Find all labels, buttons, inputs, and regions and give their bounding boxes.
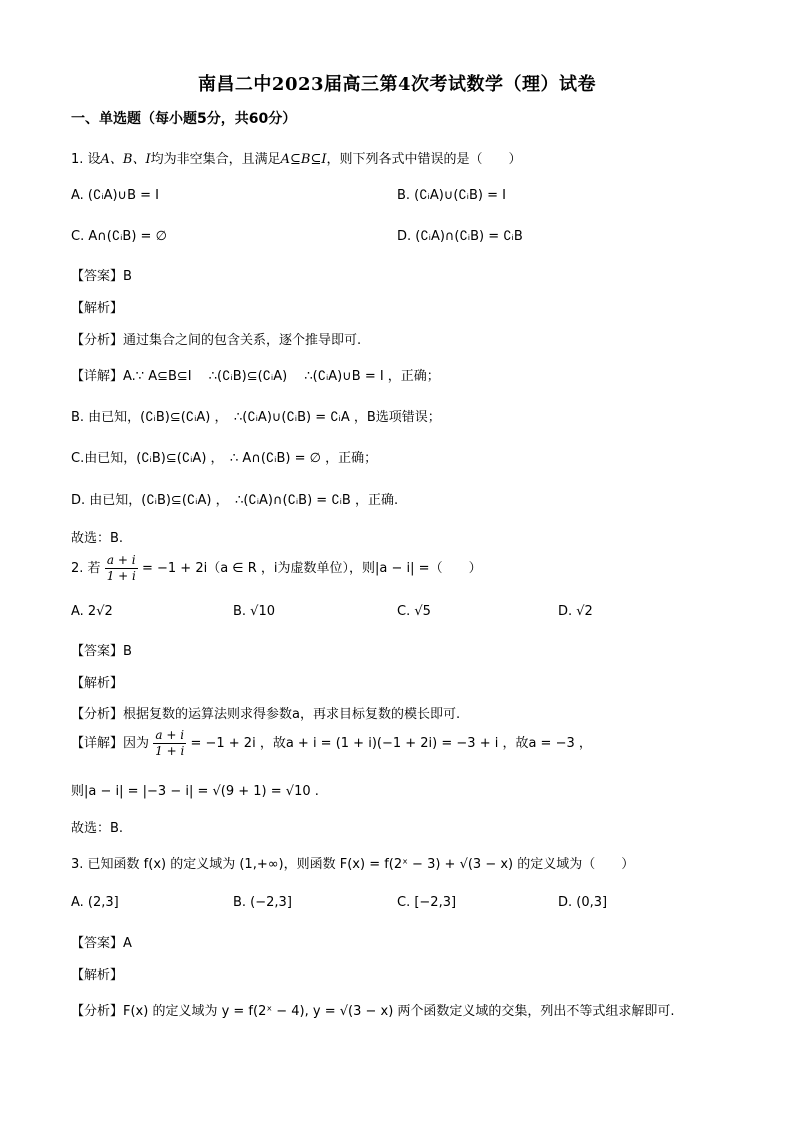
q2-detail-1 (71, 728, 592, 759)
q1-option-a: A. (∁ᵢA)∪B = I (71, 188, 159, 203)
q2-stem (71, 553, 482, 584)
q3-option-a: A. (2,3] (71, 895, 119, 910)
q1-stem-sets: A、B、I (100, 152, 151, 167)
q2-detail-2: 则|a − i| = |−3 − i| = √(9 + 1) = √10 . (71, 784, 319, 799)
q1-answer: 【答案】B (71, 269, 132, 284)
q2-detail-fraction-denominator: 1 + i (155, 744, 185, 758)
q1-choice: 故选：B. (71, 531, 124, 546)
q2-option-c: C. √5 (397, 604, 431, 619)
q2-answer: 【答案】B (71, 644, 132, 659)
q1-detail-d: D. 由已知，(∁ᵢB)⊆(∁ᵢA) ， ∴(∁ᵢA)∩(∁ᵢB) = ∁ᵢB ，正确. (71, 493, 399, 508)
q3-jiexi-label: 【解析】 (71, 968, 124, 983)
q2-option-d: D. √2 (558, 604, 593, 619)
q1-stem-a: 1. 设 (71, 152, 101, 167)
q2-detail-fraction-numerator: a + i (153, 728, 186, 744)
q1-jiexi-label: 【解析】 (71, 301, 124, 316)
q3-answer: 【答案】A (71, 936, 132, 951)
q2-stem-pre: 2. 若 (71, 561, 101, 576)
q1-option-c: C. A∩(∁ᵢB) = ∅ (71, 229, 167, 244)
q2-choice: 故选：B. (71, 821, 124, 836)
q2-detail-post: = −1 + 2i ，故a + i = (1 + i)(−1 + 2i) = −3 + i ，故a = −3 ， (190, 736, 592, 751)
q1-detail-b: B. 由已知，(∁ᵢB)⊆(∁ᵢA) ， ∴(∁ᵢA)∪(∁ᵢB) = ∁ᵢA ，B选项错误； (71, 410, 441, 425)
q2-jiexi-label: 【解析】 (71, 676, 124, 691)
q2-detail-pre: 【详解】因为 (71, 736, 150, 751)
q1-stem-rel: A⊆B⊆I (280, 152, 327, 167)
q1-option-b: B. (∁ᵢA)∪(∁ᵢB) = I (397, 188, 506, 203)
q1-analysis: 【分析】通过集合之间的包含关系，逐个推导即可. (71, 333, 362, 348)
q1-stem-b: 均为非空集合，且满足 (150, 152, 281, 167)
q3-stem: 3. 已知函数 f(x) 的定义域为 (1,+∞)，则函数 F(x) = f(2ˣ − 3) + √(3 − x) 的定义域为（ ） (71, 857, 635, 872)
q3-option-b: B. (−2,3] (233, 895, 292, 910)
page-title: 南昌二中2023届高三第4次考试数学（理）试卷 (197, 74, 597, 95)
q1-stem-c: ，则下列各式中错误的是（ ） (326, 152, 522, 167)
q2-fraction (105, 553, 138, 584)
q2-detail-fraction (153, 728, 186, 759)
section-heading: 一、单选题（每小题5分，共60分） (71, 111, 297, 127)
q3-option-d: D. (0,3] (558, 895, 608, 910)
q1-option-d: D. (∁ᵢA)∩(∁ᵢB) = ∁ᵢB (397, 229, 523, 244)
q1-detail-c: C.由已知，(∁ᵢB)⊆(∁ᵢA) ， ∴ A∩(∁ᵢB) = ∅ ，正确； (71, 451, 378, 466)
q2-analysis: 【分析】根据复数的运算法则求得参数a，再求目标复数的模长即可. (71, 707, 461, 722)
q3-analysis: 【分析】F(x) 的定义域为 y = f(2ˣ − 4), y = √(3 − x) 两个函数定义域的交集，列出不等式组求解即可. (71, 1004, 675, 1019)
q2-option-a: A. 2√2 (71, 604, 113, 619)
q1-detail-a: 【详解】A.∵ A⊆B⊆I ∴(∁ᵢB)⊆(∁ᵢA) ∴(∁ᵢA)∪B = I ，正确； (71, 369, 440, 384)
q1-stem (71, 148, 522, 167)
q2-option-b: B. √10 (233, 604, 276, 619)
q2-fraction-denominator: 1 + i (106, 569, 136, 583)
q3-option-c: C. [−2,3] (397, 895, 457, 910)
q2-fraction-numerator: a + i (105, 553, 138, 569)
q2-stem-post: = −1 + 2i（a ∈ R ，i为虚数单位），则|a − i| =（ ） (141, 561, 482, 576)
